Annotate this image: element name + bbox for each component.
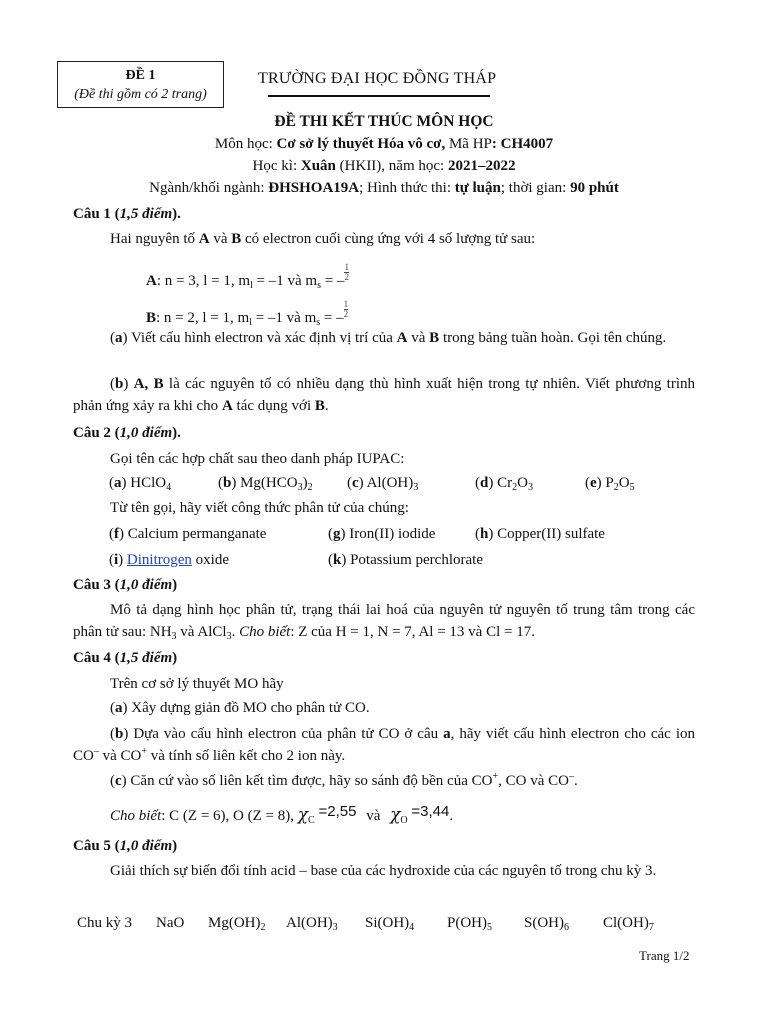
major-line: Ngành/khối ngành: ĐHSHOA19A; Hình thức thi: tự luận; thời gian: 90 phút (149, 180, 619, 196)
q2-heading: Câu 2 (1,0 điểm). (73, 425, 181, 441)
q3-text: Mô tả dạng hình học phân tử, trạng thái lai hoá của nguyên tử nguyên tố trung tâm trong các phân tử sau: $NH_3$ và AlCl$_3$. Cho biết: Z của H = 1, N = 7, Al = 13 và Cl = 17. (73, 602, 695, 642)
major: ĐHSHOA19A (268, 180, 360, 196)
exam-form: tự luận (454, 180, 501, 196)
q2-item-f: (f) Calcium permanganate (109, 526, 267, 542)
q1-heading: Câu 1 (1,5 điểm). (73, 206, 181, 222)
school-year: 2021–2022 (447, 158, 516, 174)
q3-heading: Câu 3 (1,0 điểm) (73, 577, 178, 593)
fraction-half: $\frac{1}{2}$ (344, 262, 349, 282)
electronegativity-symbol: χ (390, 805, 401, 825)
exam-code: ĐỀ 1 (125, 68, 156, 83)
subject-line: Môn học: Cơ sở lý thuyết Hóa vô cơ, Mã HP: CH4007 (214, 136, 554, 152)
school-name: TRƯỜNG ĐẠI HỌC ĐỒNG THÁP (258, 70, 497, 87)
q1-element-a: A: n = 3, l = 1, $m_l = -1$ và $m_s$ = – $\frac{1}{2}$ (146, 262, 349, 291)
course-code: : CH4007 (491, 136, 554, 152)
q2-item-c: (c) $Al(OH)_3$ (347, 475, 419, 493)
q5-heading: Câu 5 (1,0 điểm) (73, 838, 178, 854)
q2-item-e: (e) $P_2O_5$ (585, 475, 635, 493)
q2-item-h: (h) Copper(II) sulfate (475, 526, 605, 542)
q4-intro: Trên cơ sở lý thuyết MO hãy (110, 676, 284, 692)
q4-given: Cho biết: C (Z = 6), O (Z = 8), $\chi_C =2,55$ và $\chi_O =3,44$. (110, 803, 454, 826)
q2-item-k: (k) Potassium perchlorate (328, 552, 483, 568)
pages-note: (Đề thi gồm có 2 trang) (74, 87, 207, 102)
electronegativity-symbol: χ (297, 805, 309, 825)
term: Xuân (300, 158, 336, 174)
q2-item-d: (d) $Cr_2O_3$ (475, 475, 533, 493)
q4-part-a: (a) Xây dựng giản đồ MO cho phân tử CO. (110, 700, 370, 716)
exam-title: ĐỀ THI KẾT THÚC MÔN HỌC (274, 113, 494, 130)
q2-intro2: Từ tên gọi, hãy viết công thức phân tử của chúng: (110, 500, 409, 516)
q4-heading: Câu 4 (1,5 điểm) (73, 650, 178, 666)
page-number: Trang 1/2 (639, 948, 690, 963)
q2-item-b: (b) $Mg(HCO_3)_2$ (218, 475, 313, 493)
exam-code-box (57, 61, 224, 108)
fraction-half: $\frac{1}{2}$ (343, 299, 349, 319)
q1-part-b: (b) A, B là các nguyên tố có nhiều dạng thù hình xuất hiện trong tự nhiên. Viết phương trình phản ứng xảy ra khi cho A tác dụng với B. (73, 376, 695, 414)
school-underline (268, 95, 490, 97)
dinitrogen-link[interactable]: Dinitrogen (126, 552, 192, 568)
subject: Cơ sở lý thuyết Hóa vô cơ, (276, 136, 446, 152)
term-line: Học kì: Xuân (HKII), năm học: 2021–2022 (252, 158, 516, 174)
exam-time: 90 phút (570, 180, 619, 196)
q2-intro: Gọi tên các hợp chất sau theo danh pháp IUPAC: (110, 451, 405, 467)
q1-element-b: B: n = 2, l = 1, $m_l = -1$ và $m_s$ = – $\frac{1}{2}$ (146, 299, 349, 328)
q2-item-g: (g) Iron(II) iodide (328, 526, 436, 542)
q4-part-c: (c) Căn cứ vào số liên kết tìm được, hãy so sánh độ bền của CO+, CO và CO–. (110, 771, 578, 789)
q2-item-i: (i) Dinitrogen oxide (109, 552, 229, 568)
q4-part-b: (b) Dựa vào cấu hình electron của phân tử CO ở câu a, hãy viết cấu hình electron cho các ion CO– và CO+ và tính số liên kết cho 2 ion này. (73, 726, 695, 764)
q1-intro: Hai nguyên tố A và B có electron cuối cùng ứng với 4 số lượng tử sau: (110, 231, 536, 247)
q1-part-a: (a) Viết cấu hình electron và xác định vị trí của A và B trong bảng tuần hoàn. Gọi tên chúng. (110, 330, 667, 346)
q2-item-a: (a) HClO$_4$ (109, 475, 172, 493)
q5-text: Giải thích sự biến đổi tính acid – base của các hydroxide của các nguyên tố trong chu kỳ 3. (110, 863, 657, 879)
